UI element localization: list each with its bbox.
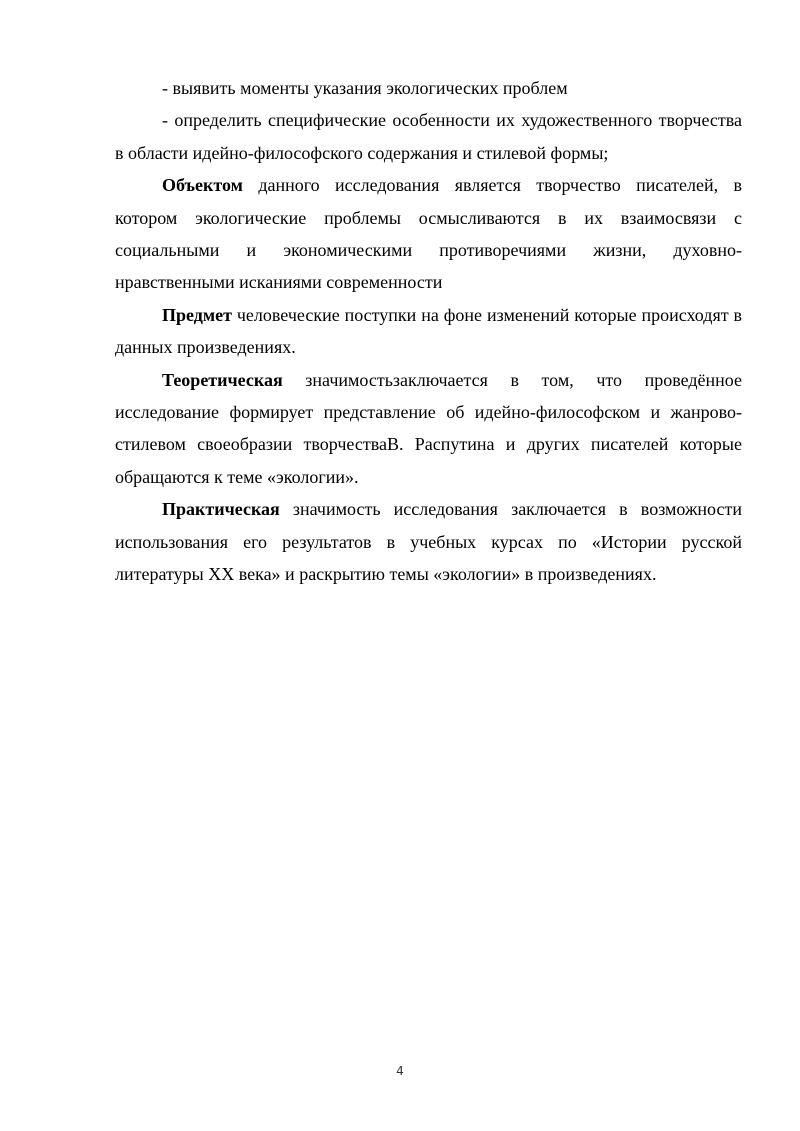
page-number: 4 — [396, 1064, 404, 1078]
practical-term: Практическая — [162, 499, 280, 520]
theoretical-term: Теоретическая — [162, 369, 283, 390]
subject-term: Предмет — [162, 304, 232, 325]
practical-text: значимость исследования заключается в возможности использования его результатов в учебных курсах по «Истории русской литературы XX века» и раскрытию темы «экологии» в произведениях. — [115, 499, 742, 585]
task-paragraph-1 — [115, 72, 742, 104]
task-paragraph-2 — [115, 104, 742, 169]
page-body — [115, 72, 742, 591]
subject-paragraph — [115, 299, 742, 364]
task-1-text: - выявить моменты указания экологических проблем — [162, 78, 568, 98]
practical-paragraph — [115, 493, 742, 590]
object-text: данного исследования является творчество писателей, в котором экологические проблемы осмысливаются в их взаимосвязи с социальными и экономическими противоречиями жизни, духовно-нравственными исканиями современности — [115, 175, 742, 293]
subject-text: человеческие поступки на фоне изменений которые происходят в данных произведениях. — [115, 304, 742, 358]
task-2-text: - определить специфические особенности их художественного творчества в области идейно-философского содержания и стилевой формы; — [115, 110, 742, 163]
theoretical-paragraph — [115, 364, 742, 494]
object-term: Объектом — [162, 175, 243, 196]
theoretical-text: значимостьзаключается в том, что проведённое исследование формирует представление об идейно-философском и жанрово-стилевом своеобразии творчестваВ. Распутина и других писателей которые обращаются к теме «экологии». — [115, 369, 742, 487]
object-paragraph — [115, 169, 742, 299]
